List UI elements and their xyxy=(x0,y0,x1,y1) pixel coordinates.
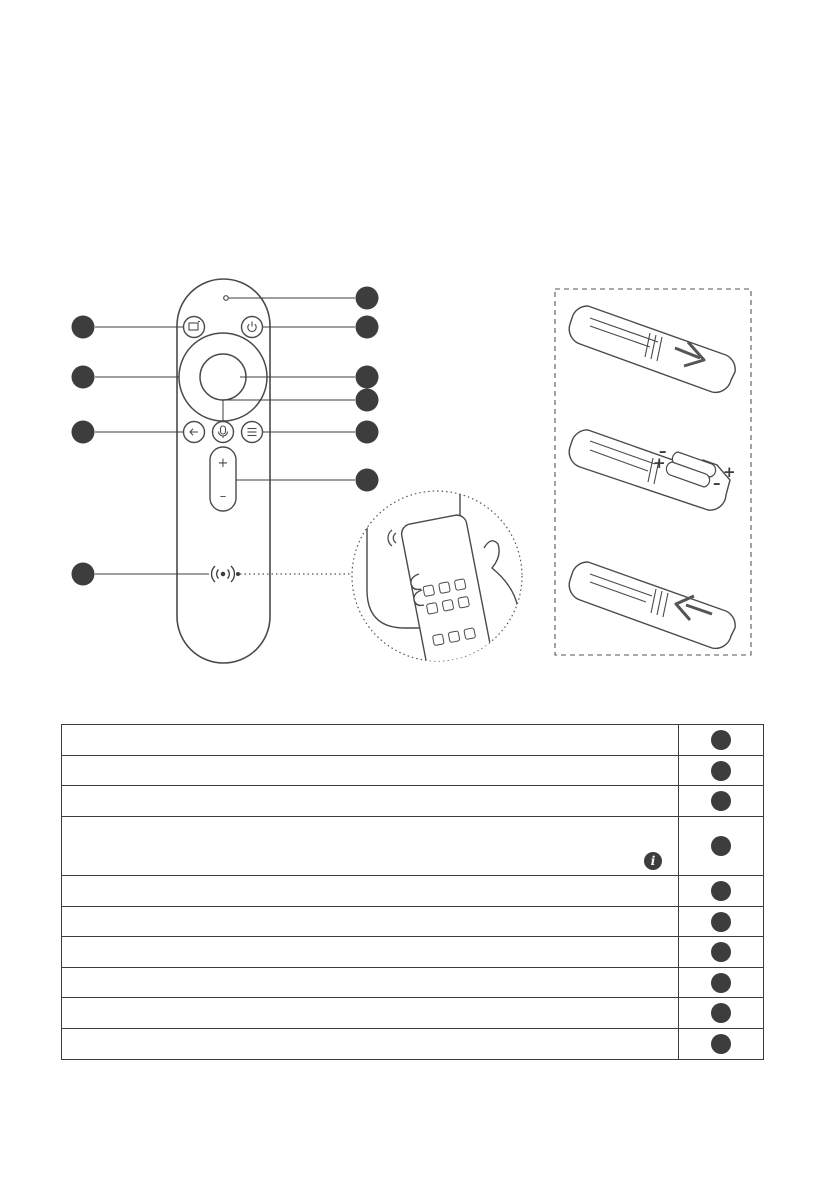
table-row xyxy=(62,725,764,756)
table-row xyxy=(62,968,764,998)
battery-step-close xyxy=(569,562,735,648)
callout-marker xyxy=(356,366,379,389)
callout-marker xyxy=(356,389,379,412)
tv-input-icon xyxy=(189,323,198,330)
row-description xyxy=(62,756,679,786)
row-number-cell xyxy=(679,907,764,937)
row-number-cell xyxy=(679,876,764,907)
table-row xyxy=(62,756,764,786)
battery-step-open xyxy=(569,306,735,392)
callout-marker xyxy=(711,836,731,856)
callout-marker xyxy=(356,469,379,492)
back-arrow-icon xyxy=(190,429,198,435)
row-description xyxy=(62,786,679,817)
callout-marker xyxy=(711,973,731,993)
callout-marker xyxy=(711,1034,731,1054)
row-number-cell xyxy=(679,817,764,876)
row-description xyxy=(62,968,679,998)
table-row xyxy=(62,907,764,937)
microphone-icon xyxy=(219,426,228,438)
callout-marker xyxy=(356,316,379,339)
row-number-cell xyxy=(679,1029,764,1060)
callout-marker xyxy=(711,881,731,901)
row-number-cell xyxy=(679,756,764,786)
nfc-point xyxy=(236,572,240,576)
table-row xyxy=(62,937,764,968)
table-row xyxy=(62,998,764,1029)
description-table xyxy=(61,724,764,1060)
callout-marker xyxy=(356,287,379,310)
polarity-minus: – xyxy=(659,442,667,460)
row-description xyxy=(62,937,679,968)
menu-button[interactable] xyxy=(242,422,263,443)
battery-cells xyxy=(666,452,715,487)
row-number-cell xyxy=(679,968,764,998)
battery-step-insert xyxy=(569,430,730,510)
volume-minus-label: – xyxy=(219,489,227,504)
voice-button[interactable] xyxy=(213,422,234,443)
ok-button[interactable] xyxy=(200,354,246,400)
row-description xyxy=(62,817,679,876)
table-row xyxy=(62,876,764,907)
callout-marker xyxy=(711,1003,731,1023)
table-row xyxy=(62,1029,764,1060)
menu-icon xyxy=(248,429,257,436)
polarity-plus: + xyxy=(653,454,666,472)
volume-rocker[interactable] xyxy=(210,447,236,511)
polarity-plus: + xyxy=(723,463,736,481)
callout-marker xyxy=(711,942,731,962)
callout-marker xyxy=(72,366,95,389)
row-description xyxy=(62,907,679,937)
tv-input-button[interactable] xyxy=(184,317,205,338)
nfc-magnifier xyxy=(352,480,522,673)
table-row xyxy=(62,786,764,817)
callout-marker xyxy=(711,761,731,781)
callout-marker xyxy=(72,563,95,586)
volume-plus-label: + xyxy=(217,456,229,471)
back-button[interactable] xyxy=(184,422,205,443)
callout-marker xyxy=(711,730,731,750)
callout-marker xyxy=(711,791,731,811)
callout-marker xyxy=(711,912,731,932)
row-description xyxy=(62,998,679,1029)
callout-marker xyxy=(72,421,95,444)
row-description xyxy=(62,876,679,907)
callout-marker xyxy=(72,316,95,339)
led-indicator xyxy=(224,296,229,301)
callout-marker xyxy=(356,421,379,444)
row-number-cell xyxy=(679,998,764,1029)
polarity-minus: – xyxy=(713,474,721,492)
nfc-wave-icon xyxy=(212,566,235,582)
row-description xyxy=(62,725,679,756)
row-number-cell xyxy=(679,725,764,756)
battery-panel xyxy=(555,289,751,655)
table-row xyxy=(62,817,764,876)
info-icon: i xyxy=(644,852,662,870)
power-button[interactable] xyxy=(242,317,263,338)
row-description xyxy=(62,1029,679,1060)
row-number-cell xyxy=(679,937,764,968)
row-number-cell xyxy=(679,786,764,817)
